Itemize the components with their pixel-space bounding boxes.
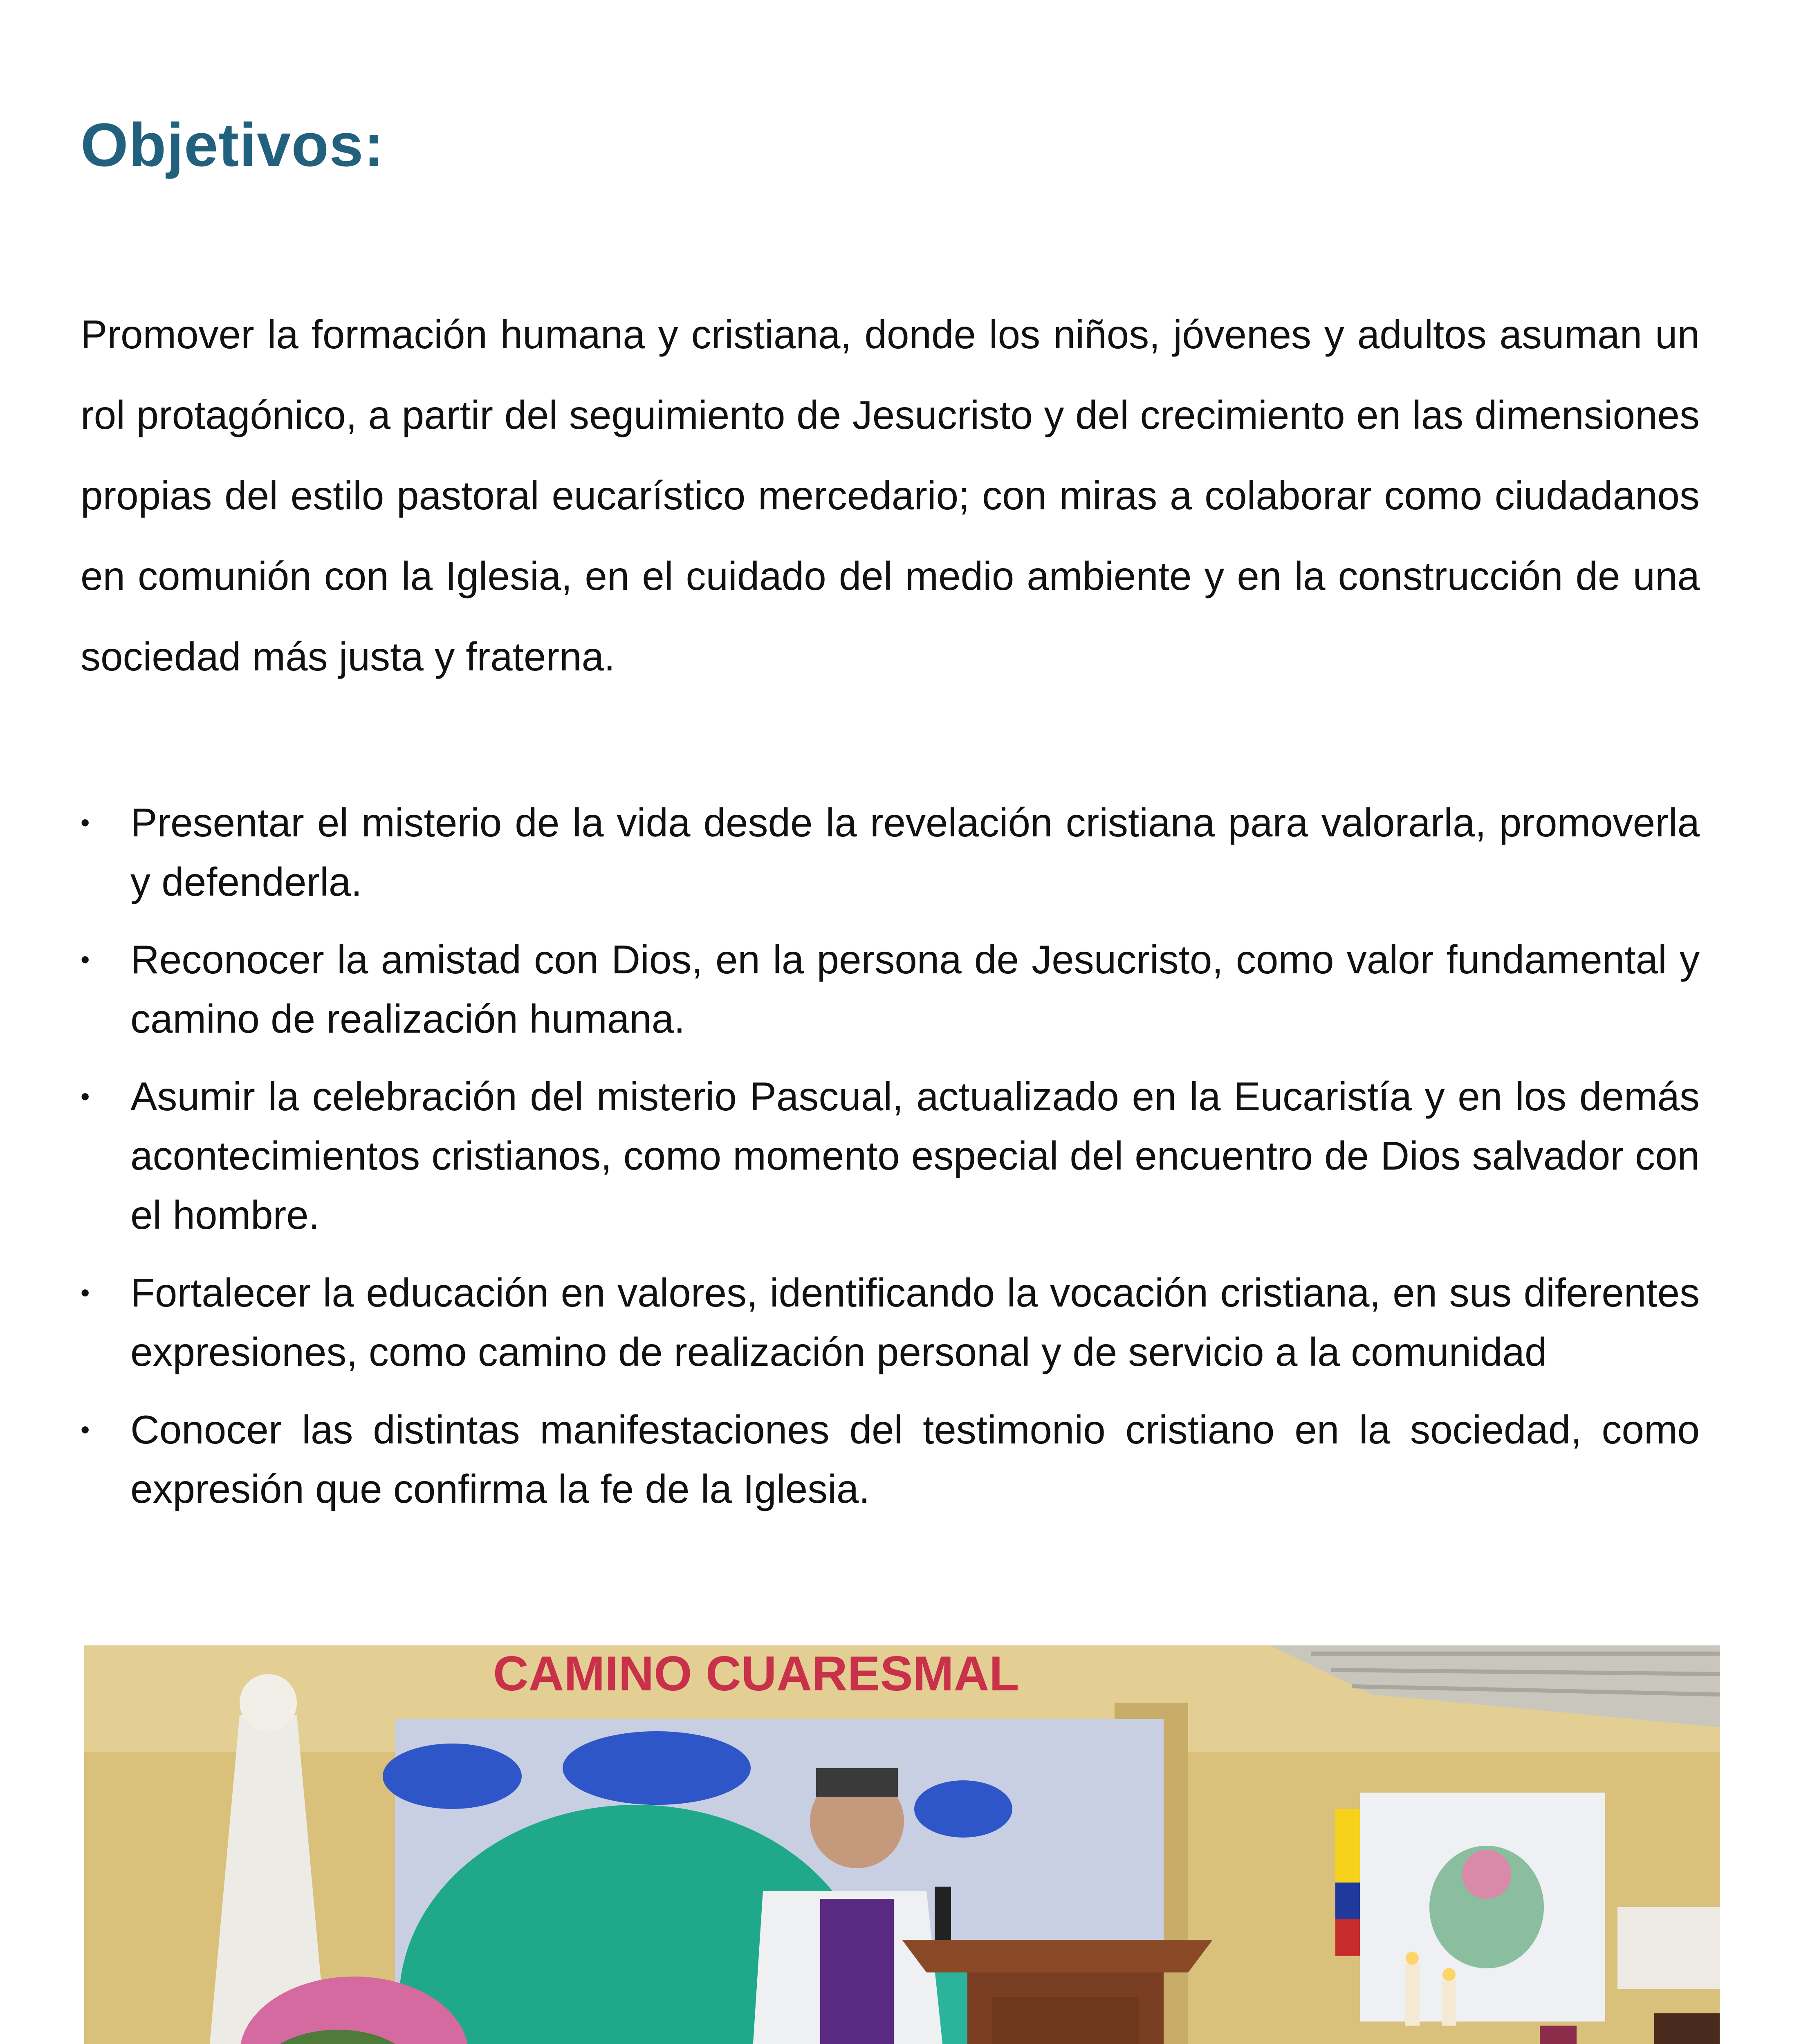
objectives-list: [81, 793, 1700, 1537]
objective-item: [81, 1400, 1700, 1519]
objective-text: Presentar el misterio de la vida desde la revelación cristiana para valorarla, promoverla y defenderla.: [130, 800, 1700, 904]
bullet-icon: •: [81, 945, 90, 974]
bullet-icon: •: [81, 1278, 90, 1307]
bullet-icon: •: [81, 808, 90, 837]
objective-item: [81, 793, 1700, 912]
objective-text: Reconocer la amistad con Dios, en la persona de Jesucristo, como valor fundamental y camino de realización humana.: [130, 937, 1700, 1041]
banner-text: CAMINO CUARESMAL: [493, 1646, 1019, 1701]
objective-text: Conocer las distintas manifestaciones del testimonio cristiano en la sociedad, como expresión que confirma la fe de la Iglesia.: [130, 1407, 1700, 1511]
objective-item: [81, 1263, 1700, 1382]
photo-priest-at-lectern: [84, 1645, 1720, 2044]
photo-illustration: [84, 1645, 1720, 2044]
bullet-icon: •: [81, 1415, 90, 1444]
objective-text: Asumir la celebración del misterio Pascual, actualizado en la Eucaristía y en los demás acontecimientos cristianos, como momento especial del encuentro de Dios salvador con el hombre.: [130, 1074, 1700, 1237]
objective-item: [81, 1067, 1700, 1245]
page-heading: Objetivos:: [81, 110, 385, 179]
bullet-icon: •: [81, 1082, 90, 1111]
objective-item: [81, 930, 1700, 1049]
intro-paragraph: Promover la formación humana y cristiana, donde los niños, jóvenes y adultos asuman un rol protagónico, a partir del seguimiento de Jesucristo y del crecimiento en las dimensiones propias del estilo pastoral eucarístico mercedario; con miras a colaborar como ciudadanos en comunión con la Iglesia, en el cuidado del medio ambiente y en la construcción de una sociedad más justa y fraterna.: [81, 312, 1700, 679]
objective-text: Fortalecer la educación en valores, identificando la vocación cristiana, en sus diferentes expresiones, como camino de realización personal y de servicio a la comunidad: [130, 1270, 1700, 1374]
